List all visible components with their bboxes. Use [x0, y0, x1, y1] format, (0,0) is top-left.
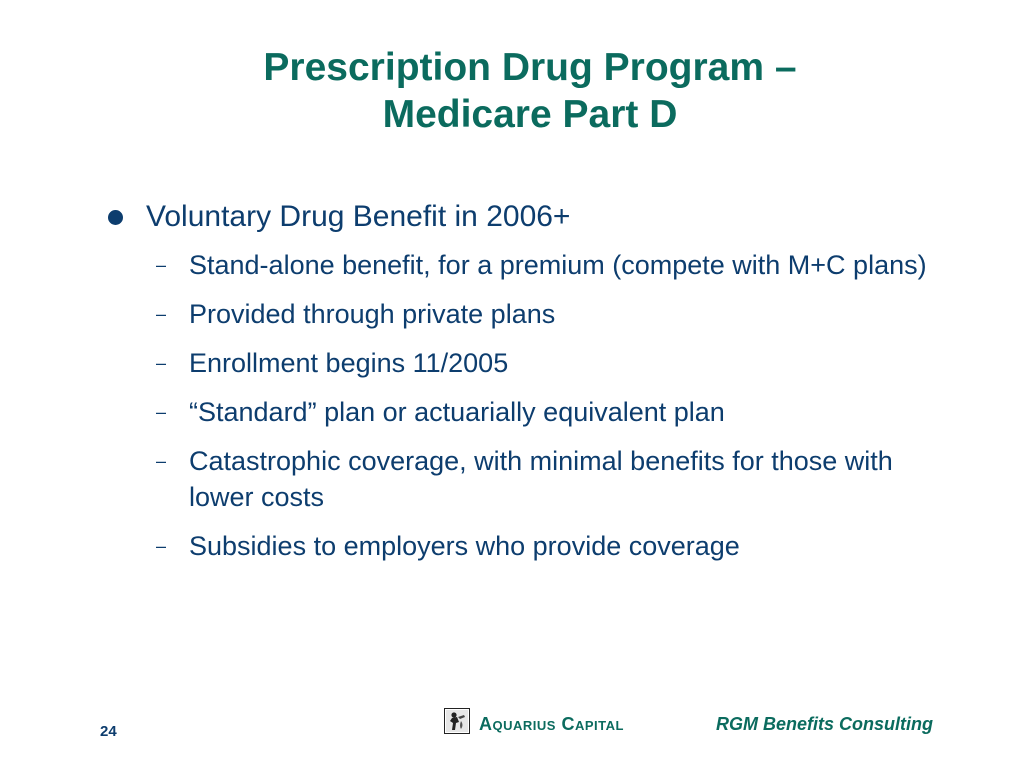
slide-title: [0, 44, 1024, 138]
sub-bullet-text: Provided through private plans: [189, 299, 556, 329]
brand-rgm-benefits: RGM Benefits Consulting: [716, 714, 933, 734]
sub-bullet-text: Catastrophic coverage, with minimal benefits for those with lower costs: [189, 446, 893, 512]
slide-content: [108, 197, 988, 577]
sub-bullet-item: [108, 394, 949, 430]
sub-bullet-text: Enrollment begins 11/2005: [189, 348, 509, 378]
bullet-dot-icon: [108, 210, 123, 225]
sub-bullet-item: [108, 247, 949, 283]
sub-bullet-item: [108, 443, 949, 515]
sub-bullet-item: [108, 296, 949, 332]
bullet-text: Voluntary Drug Benefit in 2006+: [146, 200, 571, 233]
brand-aquarius-capital: Aquarius Capital: [479, 714, 624, 734]
dash-icon: –: [156, 255, 167, 275]
page-number: 24: [100, 723, 117, 740]
sub-bullet-item: [108, 345, 949, 381]
bullet-item: [108, 197, 988, 237]
sub-bullet-text: Subsidies to employers who provide coverage: [189, 531, 740, 561]
sub-bullet-text: Stand-alone benefit, for a premium (compete with M+C plans): [189, 250, 927, 280]
slide-title-line1: Prescription Drug Program –: [263, 46, 797, 89]
dash-icon: –: [156, 451, 167, 471]
dash-icon: –: [156, 353, 167, 373]
dash-icon: –: [156, 402, 167, 422]
aquarius-logo-icon: [444, 708, 470, 734]
slide-title-line2: Medicare Part D: [382, 93, 678, 136]
sub-bullet-text: “Standard” plan or actuarially equivalent plan: [189, 397, 725, 427]
dash-icon: –: [156, 536, 167, 556]
sub-bullet-item: [108, 528, 949, 564]
dash-icon: –: [156, 304, 167, 324]
